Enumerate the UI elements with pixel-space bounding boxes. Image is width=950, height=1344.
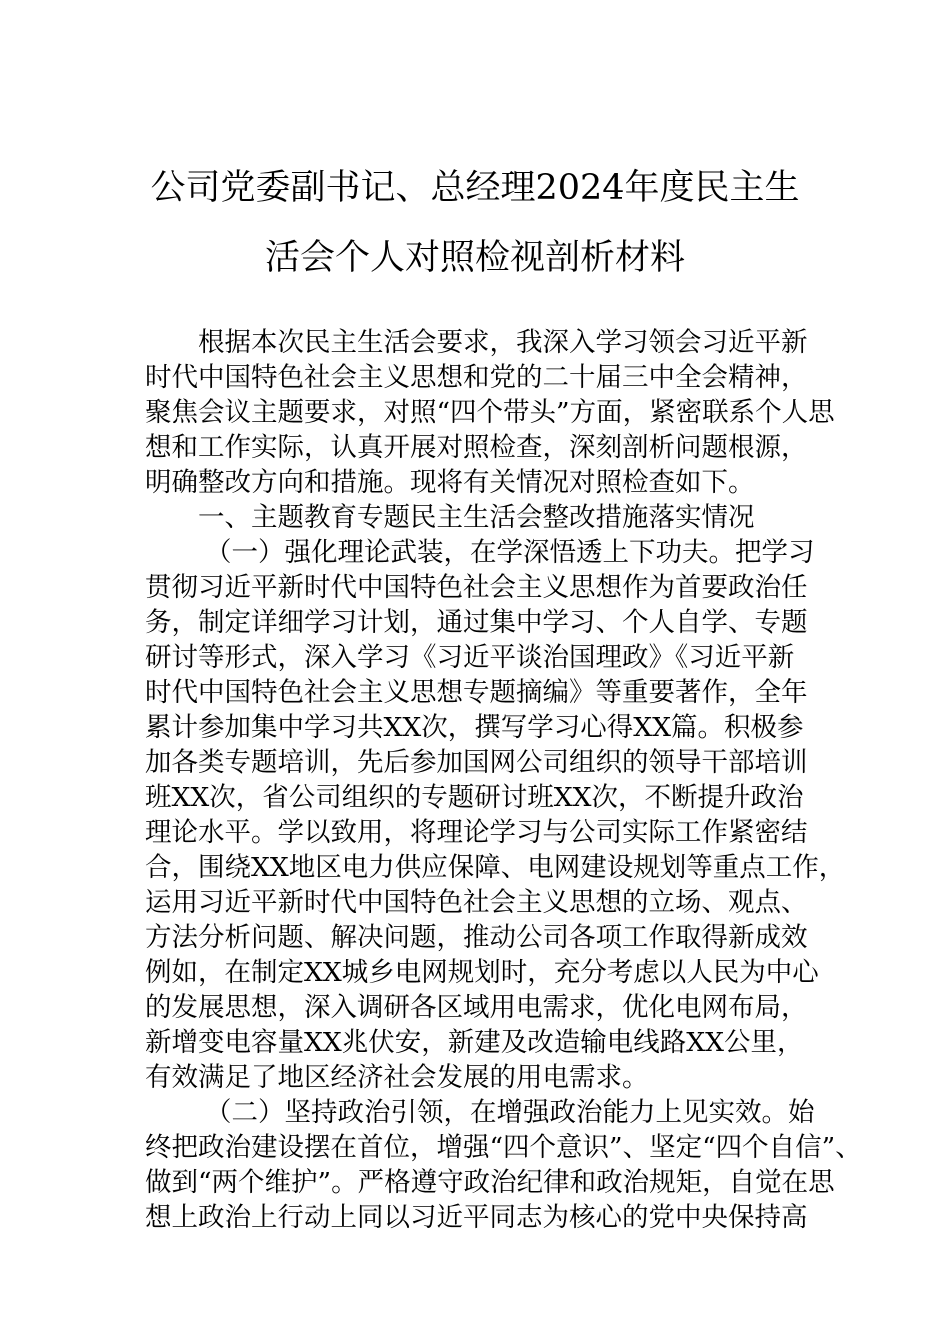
section-heading: 一、主题教育专题民主生活会整改措施落实情况 — [198, 502, 755, 533]
paragraph-line: 合，围绕XX地区电力供应保障、电网建设规划等重点工作， — [145, 852, 846, 883]
paragraph-line: 贯彻习近平新时代中国特色社会主义思想作为首要政治任 — [145, 572, 808, 603]
paragraph-line: 时代中国特色社会主义思想和党的二十届三中全会精神， — [145, 362, 808, 393]
paragraph-line: 根据本次民主生活会要求，我深入学习领会习近平新 — [198, 327, 808, 358]
paragraph-line: 想上政治上行动上同以习近平同志为核心的党中央保持高 — [145, 1202, 808, 1233]
paragraph-line: 新增变电容量XX兆伏安，新建及改造输电线路XX公里， — [145, 1027, 804, 1058]
paragraph-line: 方法分析问题、解决问题，推动公司各项工作取得新成效 — [145, 922, 808, 953]
paragraph-line: 研讨等形式，深入学习《习近平谈治国理政》《习近平新 — [145, 642, 795, 673]
paragraph-line: 累计参加集中学习共XX次，撰写学习心得XX篇。积极参 — [145, 712, 804, 743]
paragraph-line: 有效满足了地区经济社会发展的用电需求。 — [145, 1062, 649, 1093]
paragraph-line: 加各类专题培训，先后参加国网公司组织的领导干部培训 — [145, 747, 808, 778]
paragraph-line: 明确整改方向和措施。现将有关情况对照检查如下。 — [145, 467, 755, 498]
paragraph-line: 聚焦会议主题要求，对照“四个带头”方面，紧密联系个人思 — [145, 397, 835, 428]
paragraph-line: 理论水平。学以致用，将理论学习与公司实际工作紧密结 — [145, 817, 808, 848]
paragraph-line: 做到“两个维护”。严格遵守政治纪律和政治规矩，自觉在思 — [145, 1167, 835, 1198]
paragraph-line: （二）坚持政治引领，在增强政治能力上见实效。始 — [205, 1097, 815, 1128]
paragraph-line: 例如，在制定XX城乡电网规划时，充分考虑以人民为中心 — [145, 957, 819, 988]
paragraph-line: 时代中国特色社会主义思想专题摘编》等重要著作，全年 — [145, 677, 808, 708]
paragraph-line: （一）强化理论武装，在学深悟透上下功夫。把学习 — [205, 537, 815, 568]
paragraph-line: 的发展思想，深入调研各区域用电需求，优化电网布局， — [145, 992, 808, 1023]
paragraph-line: 想和工作实际，认真开展对照检查，深刻剖析问题根源， — [145, 432, 808, 463]
paragraph-line: 运用习近平新时代中国特色社会主义思想的立场、观点、 — [145, 887, 808, 918]
paragraph-line: 班XX次，省公司组织的专题研讨班XX次，不断提升政治 — [145, 782, 804, 813]
document-title-line-2: 活会个人对照检视剖析材料 — [264, 238, 685, 278]
paragraph-line: 终把政治建设摆在首位，增强“四个意识”、坚定“四个自信”、 — [145, 1132, 862, 1163]
paragraph-line: 务，制定详细学习计划，通过集中学习、个人自学、专题 — [145, 607, 808, 638]
document-title-line-1: 公司党委副书记、总经理2024年度民主生 — [150, 168, 800, 208]
